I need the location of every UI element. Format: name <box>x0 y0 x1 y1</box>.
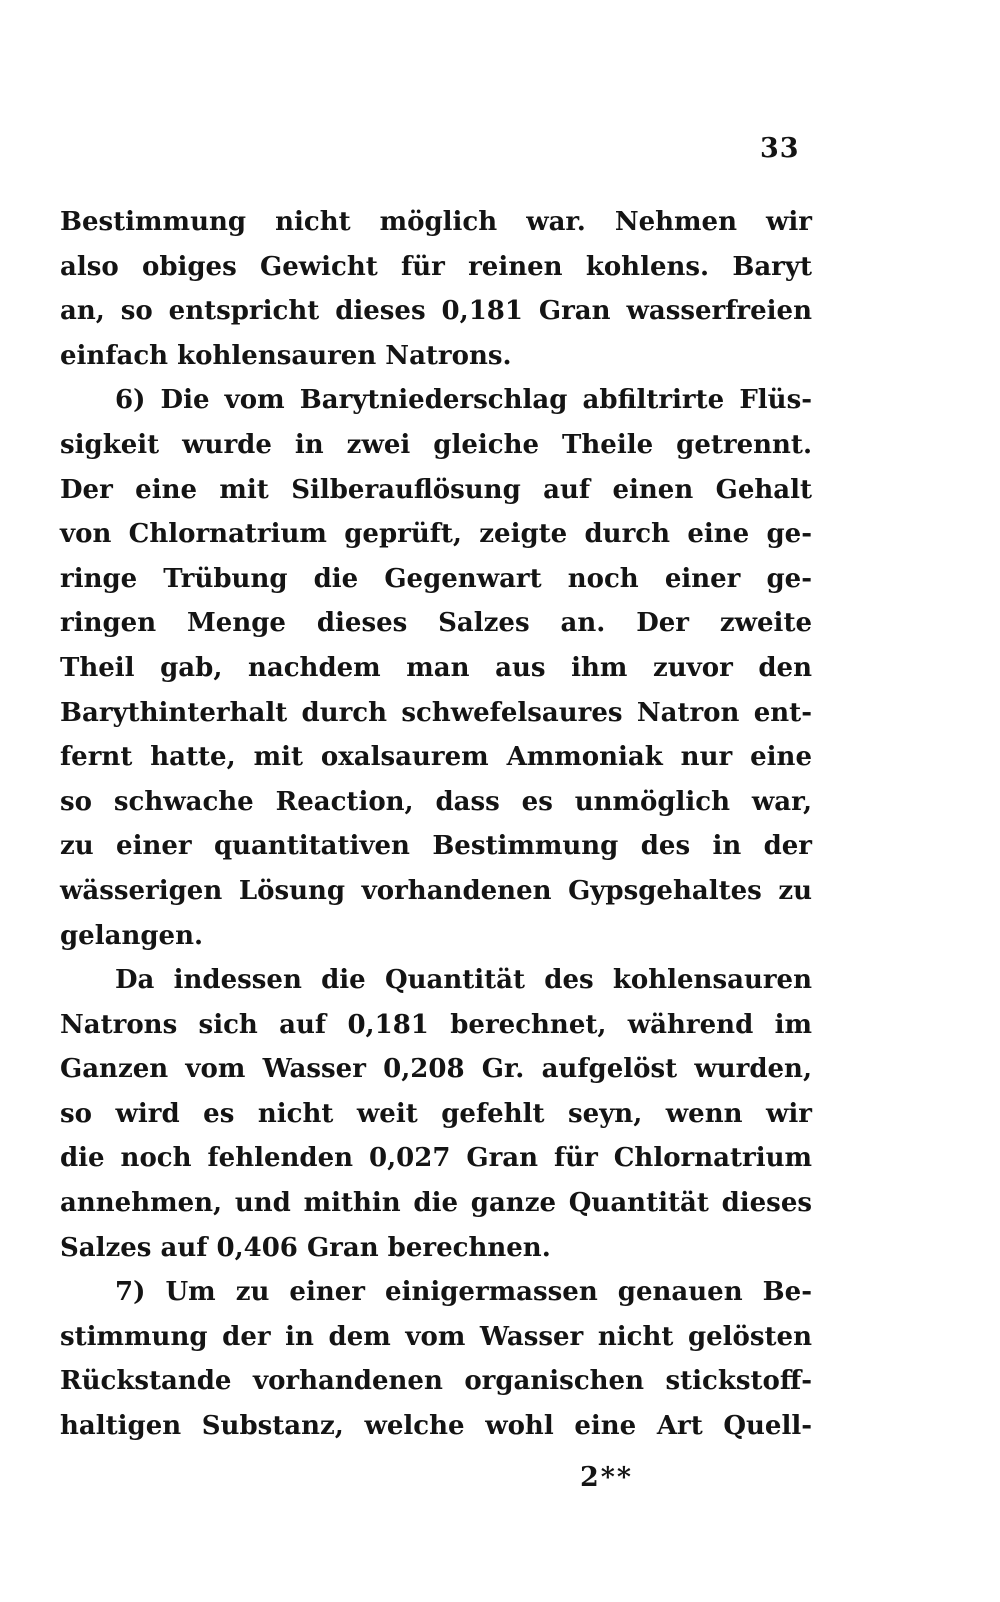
text-line: so wird es nicht weit gefehlt seyn, wenn wir <box>60 1098 812 1129</box>
text-line: Ganzen vom Wasser 0,208 Gr. aufgelöst wurden, <box>60 1054 812 1085</box>
text-line: Salzes auf 0,406 Gran berechnen. <box>60 1232 551 1263</box>
text-line: ringen Menge dieses Salzes an. Der zweite <box>60 608 812 639</box>
page-number: 33 <box>760 133 800 164</box>
text-line: von Chlornatrium geprüft, zeigte durch eine ge- <box>60 519 812 550</box>
text-line: gelangen. <box>60 920 204 951</box>
text-line: haltigen Substanz, welche wohl eine Art Quell- <box>60 1411 812 1442</box>
text-line: 7) Um zu einer einigermassen genauen Be- <box>115 1277 812 1308</box>
text-line: Bestimmung nicht möglich war. Nehmen wir <box>60 207 812 237</box>
text-line: Der eine mit Silberauflösung auf einen Gehalt <box>60 474 812 505</box>
text-line: fernt hatte, mit oxalsaurem Ammoniak nur eine <box>60 742 812 773</box>
text-line: also obiges Gewicht für reinen kohlens. Baryt <box>60 251 812 282</box>
text-line: sigkeit wurde in zwei gleiche Theile getrennt. <box>60 429 812 460</box>
text-line: einfach kohlensauren Natrons. <box>60 340 512 371</box>
text-line: 6) Die vom Barytniederschlag abfiltrirte Flüs- <box>115 385 812 416</box>
text-line: an, so entspricht dieses 0,181 Gran wasserfreien <box>60 296 812 327</box>
signature-mark: 2** <box>580 1462 634 1493</box>
text-line: Natrons sich auf 0,181 berechnet, während im <box>60 1009 812 1040</box>
text-line: die noch fehlenden 0,027 Gran für Chlornatrium <box>60 1143 812 1174</box>
text-line: so schwache Reaction, dass es unmöglich war, <box>60 786 812 817</box>
text-line: annehmen, und mithin die ganze Quantität dieses <box>60 1188 812 1219</box>
text-line: Theil gab, nachdem man aus ihm zuvor den <box>60 652 812 683</box>
text-line: zu einer quantitativen Bestimmung des in der <box>60 831 812 862</box>
text-line: Da indessen die Quantität des kohlensauren <box>115 965 812 996</box>
text-line: wässerigen Lösung vorhandenen Gypsgehaltes zu <box>60 875 812 906</box>
text-line: stimmung der in dem vom Wasser nicht gelösten <box>60 1321 812 1352</box>
body-text <box>60 200 812 1449</box>
text-line: Rückstande vorhandenen organischen stickstoff- <box>60 1366 812 1397</box>
text-line: ringe Trübung die Gegenwart noch einer ge- <box>60 563 812 594</box>
text-line: Barythinterhalt durch schwefelsaures Natron ent- <box>60 697 812 728</box>
